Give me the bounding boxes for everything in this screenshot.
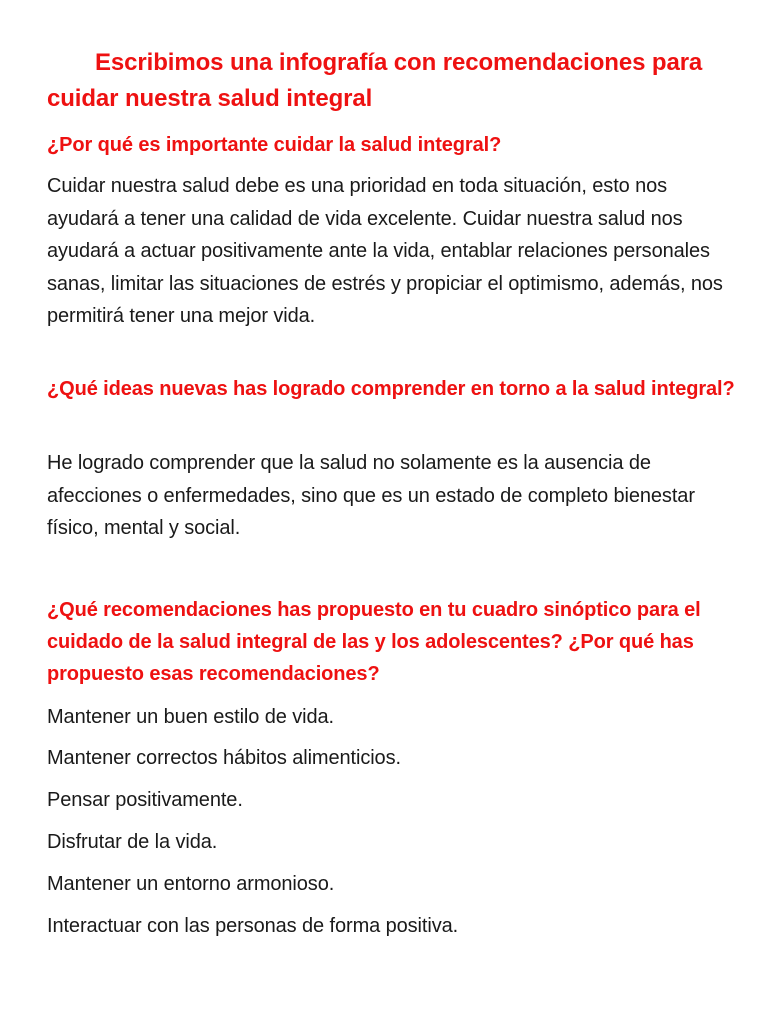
question-importance: ¿Por qué es importante cuidar la salud integral? <box>47 134 502 156</box>
page-title: Escribimos una infografía con recomendaciones para cuidar nuestra salud integral <box>47 49 703 112</box>
question-recommendations: ¿Qué recomendaciones has propuesto en tu cuadro sinóptico para el cuidado de la salud integral de las y los adolescentes? ¿Por qué has propuesto esas recomendaciones? <box>47 599 701 685</box>
recommendation-item: Mantener correctos hábitos alimenticios. <box>47 747 401 769</box>
recommendation-item: Mantener un entorno armonioso. <box>47 873 335 895</box>
recommendation-item: Interactuar con las personas de forma positiva. <box>47 915 459 937</box>
question-new-ideas: ¿Qué ideas nuevas has logrado comprender en torno a la salud integral? <box>47 378 735 400</box>
answer-new-ideas: He logrado comprender que la salud no solamente es la ausencia de afecciones o enfermedades, sino que es un estado de completo bienestar físico, mental y social. <box>47 452 695 539</box>
recommendation-item: Mantener un buen estilo de vida. <box>47 706 334 728</box>
recommendation-item: Pensar positivamente. <box>47 789 243 811</box>
recommendation-item: Disfrutar de la vida. <box>47 831 218 853</box>
answer-importance: Cuidar nuestra salud debe es una prioridad en toda situación, esto nos ayudará a tener una calidad de vida excelente. Cuidar nuestra salud nos ayudará a actuar positivamente ante la vida, entablar relaciones personales sanas, limitar las situaciones de estrés y propiciar el optimismo, además, nos permitirá tener una mejor vida. <box>47 175 723 327</box>
